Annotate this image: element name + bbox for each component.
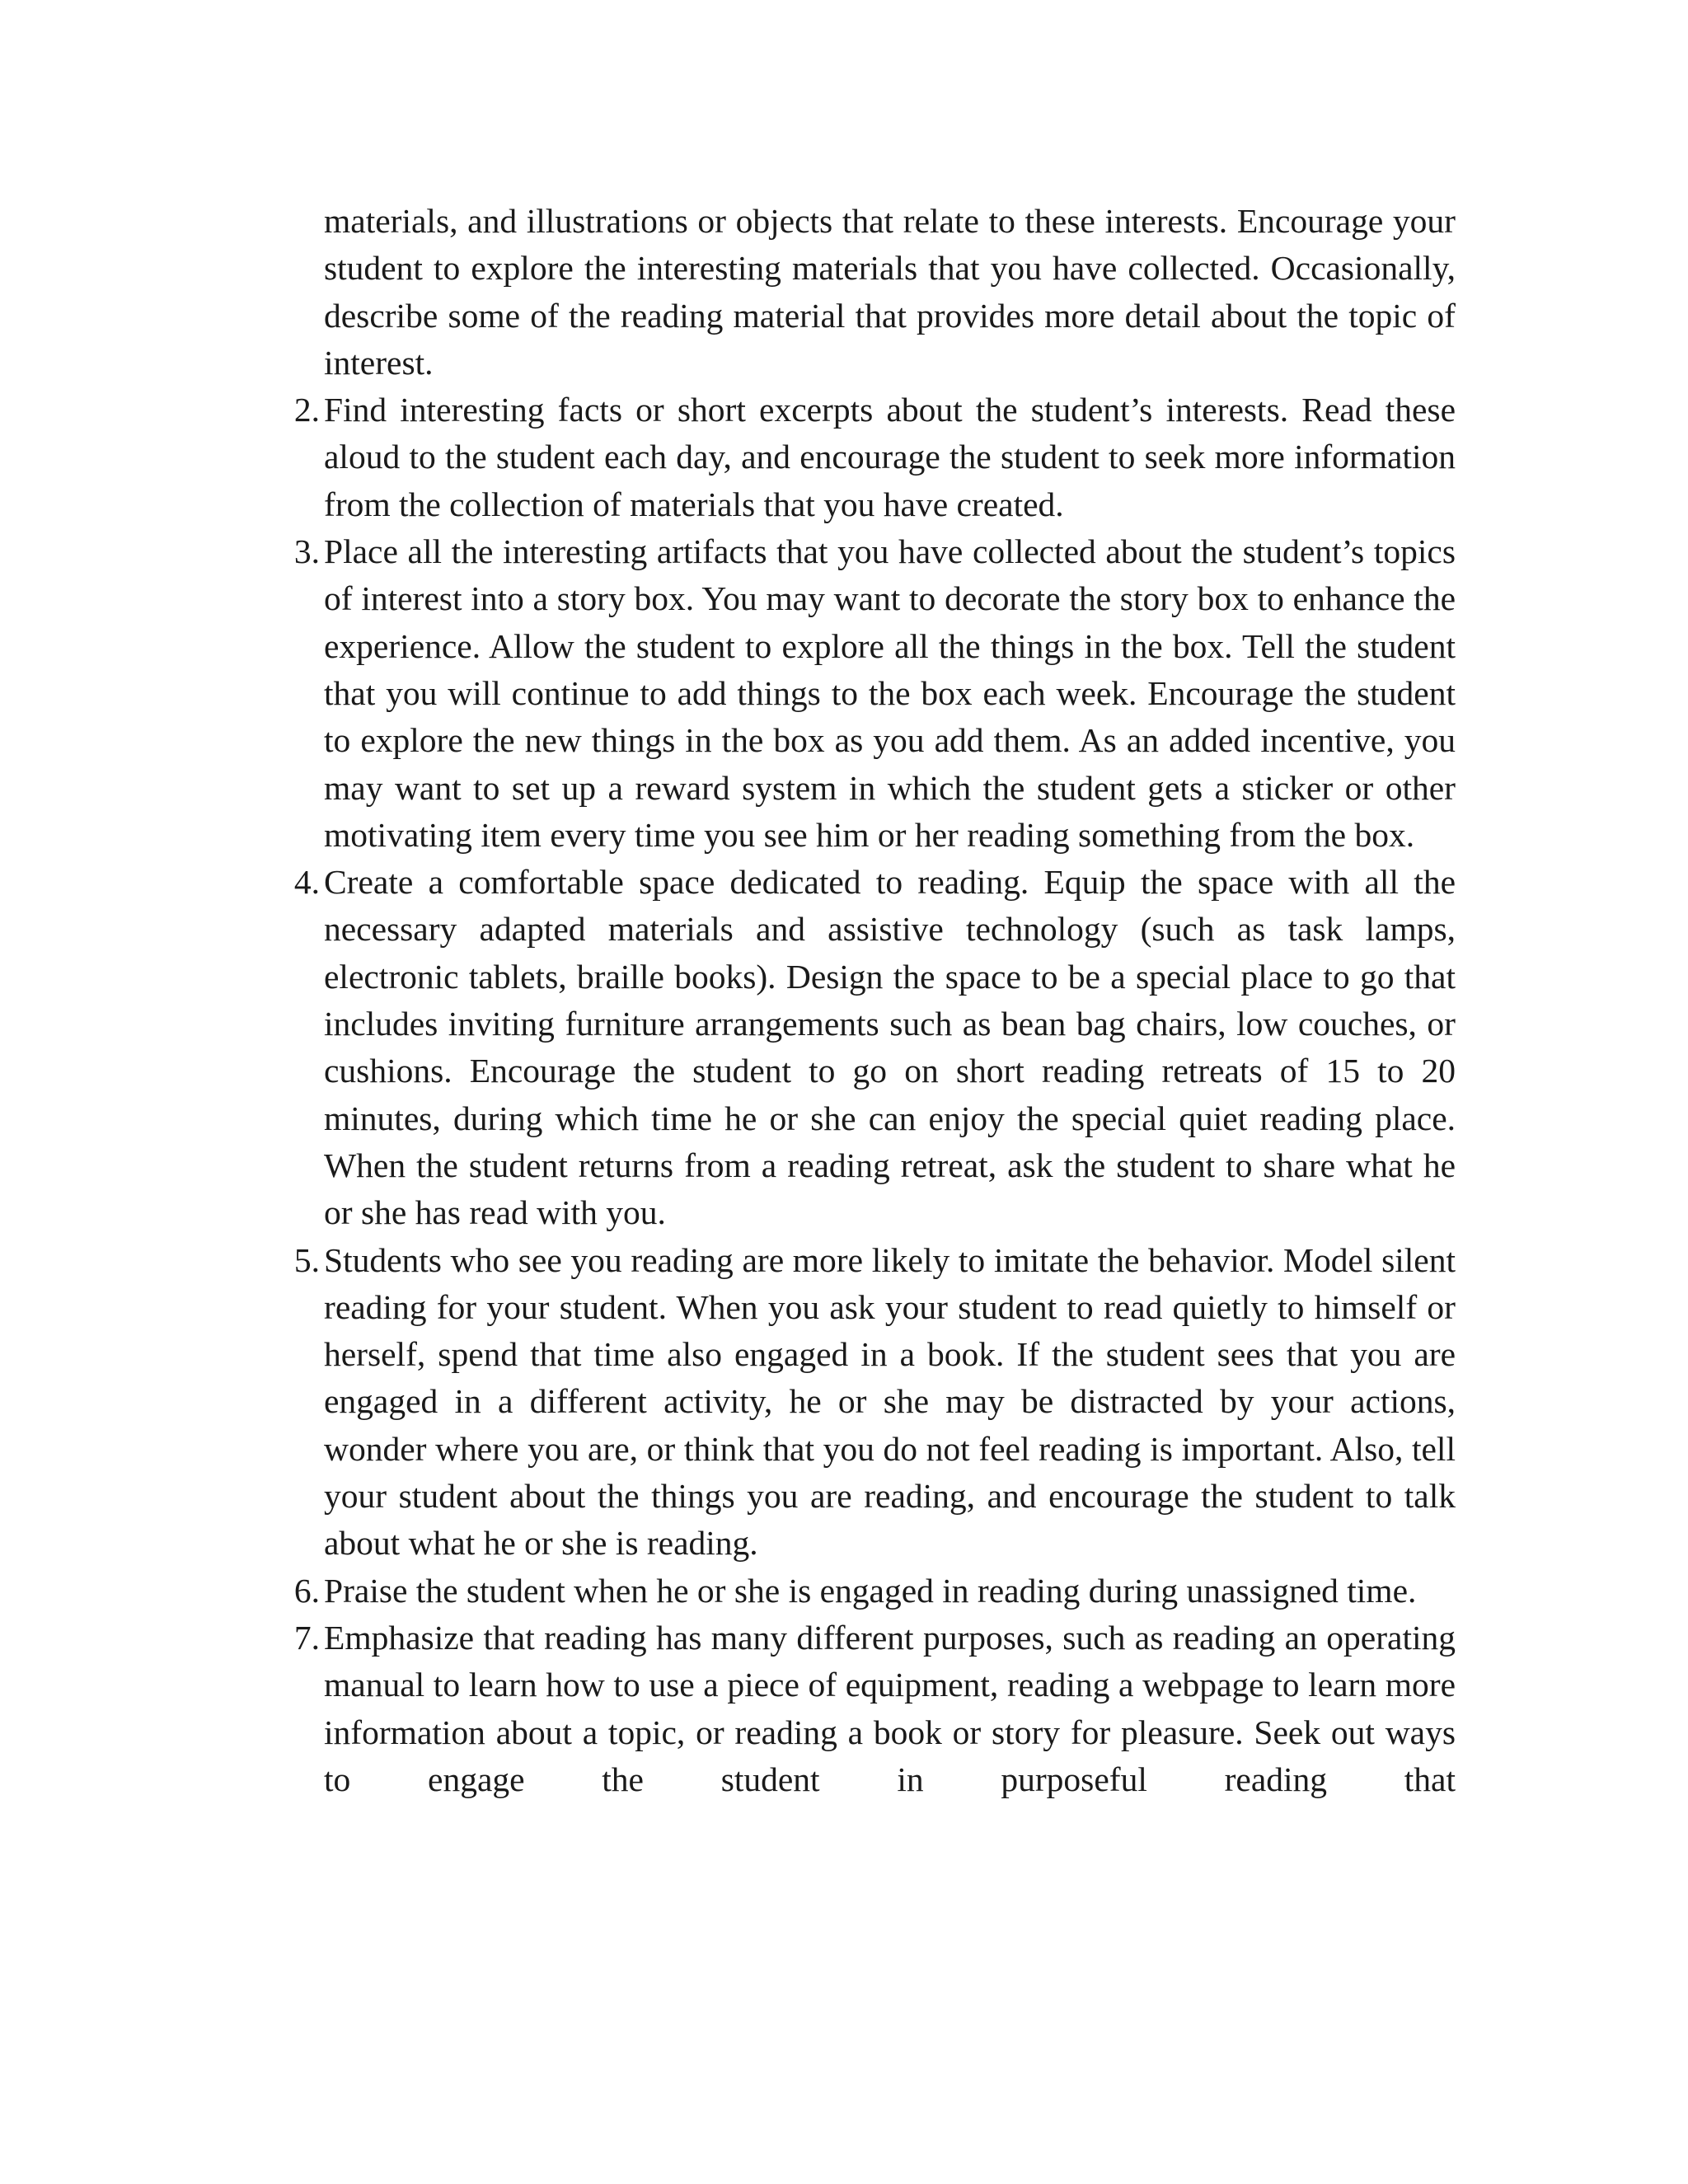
list-item-number: 2. — [293, 391, 320, 429]
list-item — [293, 387, 1456, 528]
list-item-text: Place all the interesting artifacts that you have collected about the student’s topics of interest into a story box. You may want to decorate the story box to enhance the experience. Allow the student to explore all the things in the box. Tell the student that you will continue to add things to the box each week. Encourage the student to explore the new things in the box as you add them. As an added incentive, you may want to set up a reward system in which the student gets a sticker or other motivating item every time you see him or her reading something from the box. — [324, 532, 1456, 854]
list-item — [293, 1615, 1456, 1803]
list-item — [293, 1237, 1456, 1568]
list-item — [293, 1568, 1456, 1615]
list-item-text: Create a comfortable space dedicated to reading. Equip the space with all the necessary adapted materials and assistive technology (such as task lamps, electronic tablets, braille books). Design the space to be a special place to go that includes inviting furniture arrangements such as bean bag chairs, low couches, or cushions. Encourage the student to go on short reading retreats of 15 to 20 minutes, during which time he or she can enjoy the special quiet reading place. When the student returns from a reading retreat, ask the student to share what he or she has read with you. — [324, 863, 1456, 1232]
list-item-number: 4. — [293, 863, 320, 902]
list-item-text: Praise the student when he or she is engaged in reading during unassigned time. — [324, 1571, 1417, 1610]
page-body — [293, 198, 1456, 1803]
continued-paragraph: materials, and illustrations or objects that relate to these interests. Encourage your student to explore the interesting materials that you have collected. Occasionally, describe some of the reading material that provides more detail about the topic of interest. — [324, 202, 1456, 382]
list-item — [293, 859, 1456, 1236]
list-item-number: 3. — [293, 532, 320, 571]
list-item-number: 7. — [293, 1618, 320, 1657]
list-item-number: 6. — [293, 1571, 320, 1610]
list-item-text: Find interesting facts or short excerpts about the student’s interests. Read these aloud to the student each day, and encourage the student to seek more information from the collection of materials that you have created. — [324, 391, 1456, 523]
list-item — [293, 528, 1456, 859]
list-item-number: 5. — [293, 1240, 320, 1279]
list-item-text: Emphasize that reading has many different purposes, such as reading an operating manual to learn how to use a piece of equipment, reading a webpage to learn more information about a topic, or reading a book or story for pleasure. Seek out ways to engage the student in purposeful reading that — [324, 1618, 1456, 1798]
list-item-text: Students who see you reading are more likely to imitate the behavior. Model silent reading for your student. When you ask your student to read quietly to himself or herself, spend that time also engaged in a book. If the student sees that you are engaged in a different activity, he or she may be distracted by your actions, wonder where you are, or think that you do not feel reading is important. Also, tell your student about the things you are reading, and encourage the student to talk about what he or she is reading. — [324, 1240, 1456, 1563]
